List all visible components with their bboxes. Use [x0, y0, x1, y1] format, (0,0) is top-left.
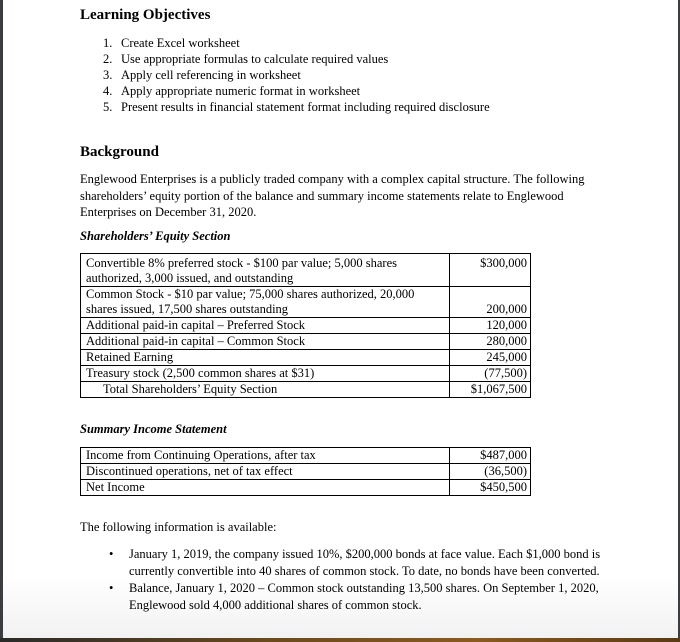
row-label: Convertible 8% preferred stock - $100 par value; 5,000 shares authorized, 3,000 issued, and outstanding	[81, 254, 450, 287]
table-row-total	[81, 382, 531, 398]
row-label: Discontinued operations, net of tax effect	[81, 464, 450, 480]
list-item	[103, 35, 603, 51]
bullet-text: January 1, 2019, the company issued 10%, $200,000 bonds at face value. Each $1,000 bond is currently convertible into 40 shares of common stock. To date, no bonds have been converted.	[129, 547, 601, 578]
item-text: Present results in financial statement format including required disclosure	[121, 100, 490, 114]
row-value: (77,500)	[450, 366, 531, 382]
info-intro: The following information is available:	[80, 520, 277, 534]
list-item	[103, 83, 603, 99]
row-label: Income from Continuing Operations, after tax	[81, 448, 450, 464]
row-value: 245,000	[450, 350, 531, 366]
learning-objectives-heading: Learning Objectives	[80, 7, 211, 23]
item-number: 3.	[103, 68, 113, 82]
list-item	[109, 580, 609, 614]
table-row	[81, 366, 531, 382]
table-row	[81, 464, 531, 480]
row-value: 120,000	[450, 318, 531, 334]
document-page	[3, 0, 678, 638]
info-bullets	[109, 546, 609, 614]
row-value: $300,000	[450, 254, 531, 287]
item-number: 2.	[103, 52, 113, 66]
row-value: 200,000	[450, 287, 531, 318]
row-label: Net Income	[81, 480, 450, 496]
row-label: Additional paid-in capital – Common Stock	[81, 334, 450, 350]
item-text: Use appropriate formulas to calculate required values	[121, 52, 389, 66]
bullet-icon: •	[109, 547, 114, 561]
list-item	[103, 99, 603, 115]
bullet-text: Balance, January 1, 2020 – Common stock outstanding 13,500 shares. On September 1, 2020, Englewood sold 4,000 additional shares of common stock.	[129, 581, 599, 612]
row-value: $487,000	[450, 448, 531, 464]
objectives-list	[103, 35, 603, 115]
row-label: Total Shareholders’ Equity Section	[81, 382, 450, 398]
equity-table	[80, 253, 531, 398]
income-table	[80, 447, 531, 496]
table-row	[81, 318, 531, 334]
table-row	[81, 448, 531, 464]
bullet-icon: •	[109, 581, 114, 595]
item-text: Apply cell referencing in worksheet	[121, 68, 301, 82]
equity-caption: Shareholders’ Equity Section	[80, 229, 231, 243]
row-label: Common Stock - $10 par value; 75,000 shares authorized, 20,000 shares issued, 17,500 shares outstanding	[81, 287, 450, 318]
table-row	[81, 287, 531, 318]
table-row	[81, 254, 531, 287]
background-heading: Background	[80, 144, 159, 160]
table-row	[81, 480, 531, 496]
item-text: Apply appropriate numeric format in worksheet	[121, 84, 361, 98]
item-number: 1.	[103, 36, 113, 50]
desktop-edge	[0, 638, 680, 642]
table-row	[81, 334, 531, 350]
list-item	[103, 51, 603, 67]
row-label: Retained Earning	[81, 350, 450, 366]
row-value: $450,500	[450, 480, 531, 496]
background-paragraph: Englewood Enterprises is a publicly traded company with a complex capital structure. The following shareholders’ equity portion of the balance and summary income statements relate to Englewood Enterprises on December 31, 2020.	[80, 172, 585, 219]
item-number: 5.	[103, 100, 113, 114]
row-value: (36,500)	[450, 464, 531, 480]
list-item	[109, 546, 609, 580]
row-value: $1,067,500	[450, 382, 531, 398]
list-item	[103, 67, 603, 83]
row-value: 280,000	[450, 334, 531, 350]
item-text: Create Excel worksheet	[121, 36, 240, 50]
item-number: 4.	[103, 84, 113, 98]
row-label: Additional paid-in capital – Preferred Stock	[81, 318, 450, 334]
row-label: Treasury stock (2,500 common shares at $31)	[81, 366, 450, 382]
table-row	[81, 350, 531, 366]
income-caption: Summary Income Statement	[80, 422, 227, 436]
